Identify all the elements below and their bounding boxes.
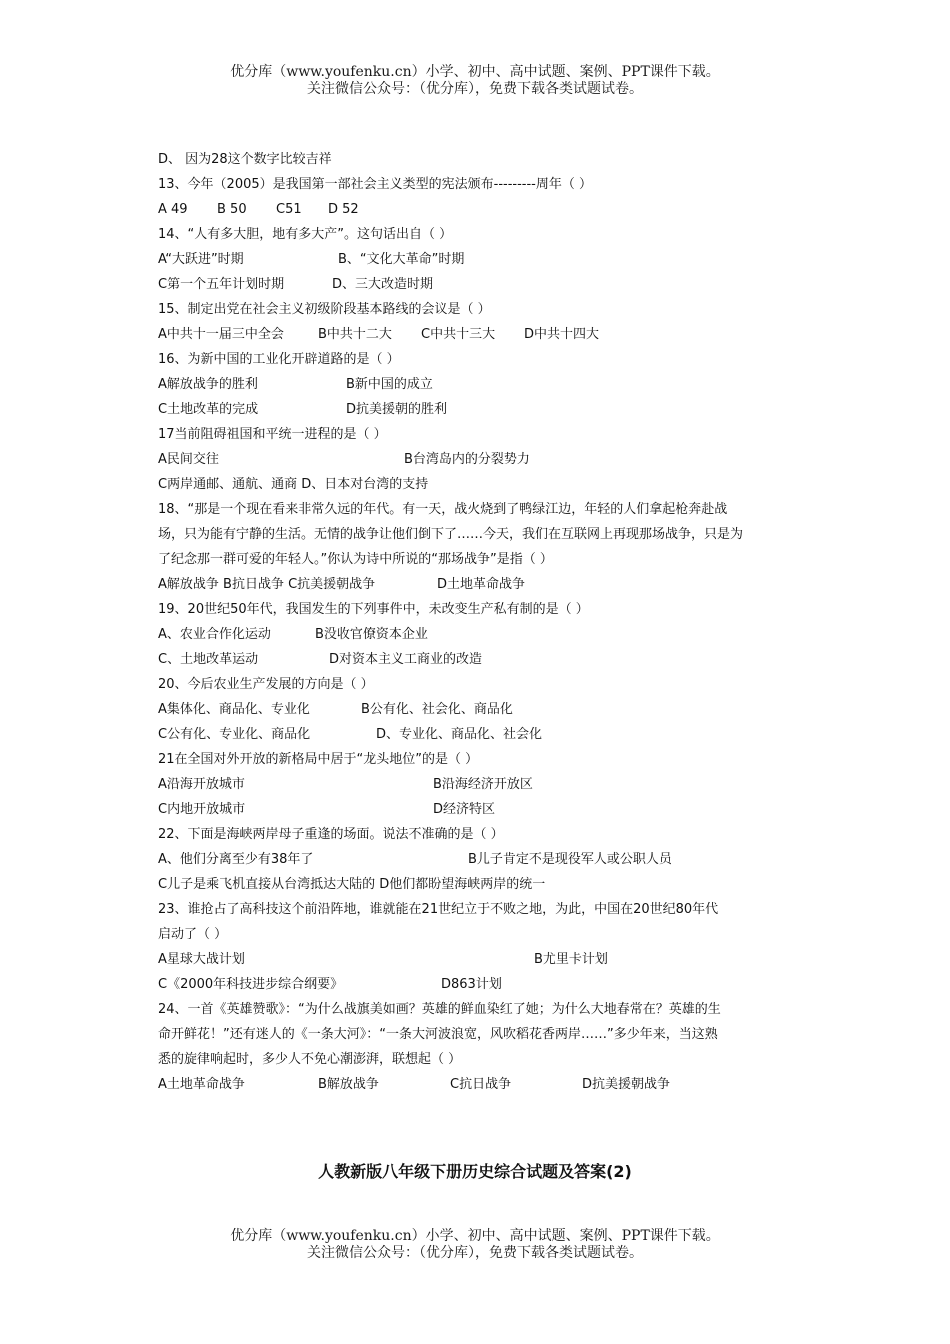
document-body — [158, 147, 818, 1187]
question-23-cont: 启动了（ ） — [158, 927, 228, 942]
option-abc: A解放战争 B抗日战争 C抗美援朝战争 — [158, 577, 376, 592]
question-20-options-cd — [158, 722, 818, 747]
question-17: 17当前阻碍祖国和平统一进程的是（ ） — [158, 427, 387, 442]
question-18-cont: 场，只为能有宁静的生活。无情的战争让他们倒下了……今天，我们在互联网上再现那场战争，只是为 — [158, 527, 744, 542]
option-b: B沿海经济开放区 — [433, 777, 533, 792]
question-15: 15、制定出党在社会主义初级阶段基本路线的会议是（ ） — [158, 302, 491, 317]
question-24-cont: 悉的旋律响起时，多少人不免心潮澎湃，联想起（ ） — [158, 1052, 462, 1067]
option-c: C、土地改革运动 — [158, 652, 259, 667]
option-c: C第一个五年计划时期 — [158, 277, 285, 292]
question-20-options-ab — [158, 697, 818, 722]
option-c: C公有化、专业化、商品化 — [158, 727, 311, 742]
option-b: B 50 — [217, 202, 247, 217]
option-d: D经济特区 — [433, 802, 496, 817]
option-a: A星球大战计划 — [158, 952, 245, 967]
question-14-options-cd — [158, 272, 818, 297]
option-c: C中共十三大 — [421, 327, 496, 342]
question-17-options-ab — [158, 447, 818, 472]
question-17-options-cd: C两岸通邮、通航、通商 D、日本对台湾的支持 — [158, 477, 429, 492]
page-header — [0, 64, 950, 98]
question-22: 22、下面是海峡两岸母子重逢的场面。说法不准确的是（ ） — [158, 827, 504, 842]
question-23-options-cd — [158, 972, 818, 997]
question-16-options-cd — [158, 397, 818, 422]
question-16: 16、为新中国的工业化开辟道路的是（ ） — [158, 352, 400, 367]
option-a: A土地革命战争 — [158, 1077, 245, 1092]
footer-wechat-line: 关注微信公众号：（优分库），免费下载各类试题试卷。 — [307, 1245, 643, 1261]
header-wechat-line: 关注微信公众号：（优分库），免费下载各类试题试卷。 — [307, 81, 643, 97]
question-20: 20、今后农业生产发展的方向是（ ） — [158, 677, 374, 692]
question-19: 19、20世纪50年代，我国发生的下列事件中，未改变生产私有制的是（ ） — [158, 602, 589, 617]
question-22-options-cd: C儿子是乘飞机直接从台湾抵达大陆的 D他们都盼望海峡两岸的统一 — [158, 877, 546, 892]
question-23-options-ab — [158, 947, 818, 972]
question-19-options-cd — [158, 647, 818, 672]
option-b: B台湾岛内的分裂势力 — [404, 452, 530, 467]
option-d: D抗美援朝战争 — [582, 1077, 671, 1092]
option-c: C土地改革的完成 — [158, 402, 259, 417]
question-21: 21在全国对外开放的新格局中居于“龙头地位”的是（ ） — [158, 752, 479, 767]
question-22-options-ab — [158, 847, 818, 872]
option-b: B新中国的成立 — [346, 377, 433, 392]
option-b: B尤里卡计划 — [534, 952, 608, 967]
option-d: D中共十四大 — [524, 327, 600, 342]
spacer — [158, 1097, 818, 1157]
question-21-options-ab — [158, 772, 818, 797]
option-b: B公有化、社会化、商品化 — [361, 702, 513, 717]
option-d: D对资本主义工商业的改造 — [329, 652, 483, 667]
question-18-cont: 了纪念那一群可爱的年轻人。”你认为诗中所说的“那场战争”是指（ ） — [158, 552, 553, 567]
option-c: C51 — [276, 202, 302, 217]
question-18: 18、“那是一个现在看来非常久远的年代。有一天，战火烧到了鸭绿江边，年轻的人们拿起枪奔赴战 — [158, 502, 728, 517]
option-b: B中共十二大 — [318, 327, 392, 342]
question-21-options-cd — [158, 797, 818, 822]
page-footer — [0, 1228, 950, 1262]
option-a: A 49 — [158, 202, 188, 217]
question-24: 24、一首《英雄赞歌》：“为什么战旗美如画？英雄的鲜血染红了她；为什么大地春常在？英雄的生 — [158, 1002, 721, 1017]
option-a: A中共十一届三中全会 — [158, 327, 284, 342]
question-18-options — [158, 572, 818, 597]
option-d: D土地革命战争 — [437, 577, 526, 592]
option-d: D、专业化、商品化、社会化 — [376, 727, 543, 742]
question-19-options-ab — [158, 622, 818, 647]
question-13-options — [158, 197, 818, 222]
option-a: A民间交往 — [158, 452, 219, 467]
option-a: A集体化、商品化、专业化 — [158, 702, 310, 717]
question-15-options — [158, 322, 818, 347]
option-c: C内地开放城市 — [158, 802, 246, 817]
question-24-options — [158, 1072, 818, 1097]
question-14: 14、“人有多大胆，地有多大产”。这句话出自（ ） — [158, 227, 453, 242]
option-b: B没收官僚资本企业 — [315, 627, 428, 642]
question-23: 23、谁抢占了高科技这个前沿阵地，谁就能在21世纪立于不败之地，为此，中国在20世纪80年代 — [158, 902, 719, 917]
option-a: A、农业合作化运动 — [158, 627, 271, 642]
question-14-options-ab — [158, 247, 818, 272]
option-c: C《2000年科技进步综合纲要》 — [158, 977, 344, 992]
footer-site-line: 优分库（www.youfenku.cn）小学、初中、高中试题、案例、PPT课件下载。 — [230, 1228, 720, 1244]
question-24-cont: 命开鲜花！”还有迷人的《一条大河》：“一条大河波浪宽，风吹稻花香两岸……”多少年来，当这熟 — [158, 1027, 718, 1042]
question-13: 13、今年（2005）是我国第一部社会主义类型的宪法颁布---------周年（ ） — [158, 177, 592, 192]
option-c: C抗日战争 — [450, 1077, 512, 1092]
option-a: A“大跃进”时期 — [158, 252, 244, 267]
option-b: B、“文化大革命”时期 — [338, 252, 465, 267]
option-d: D 52 — [328, 202, 359, 217]
option-b: B解放战争 — [318, 1077, 379, 1092]
option-a: A、他们分离至少有38年了 — [158, 852, 314, 867]
option-d: D863计划 — [441, 977, 502, 992]
option-a: A沿海开放城市 — [158, 777, 245, 792]
option-d: D、三大改造时期 — [332, 277, 434, 292]
option-a: A解放战争的胜利 — [158, 377, 258, 392]
question-line: D、 因为28这个数字比较吉祥 — [158, 152, 332, 167]
option-b: B儿子肯定不是现役军人或公职人员 — [468, 852, 672, 867]
question-16-options-ab — [158, 372, 818, 397]
section-title: 人教新版八年级下册历史综合试题及答案(2) — [318, 1162, 632, 1181]
header-site-line: 优分库（www.youfenku.cn）小学、初中、高中试题、案例、PPT课件下载。 — [230, 64, 720, 80]
option-d: D抗美援朝的胜利 — [346, 402, 448, 417]
